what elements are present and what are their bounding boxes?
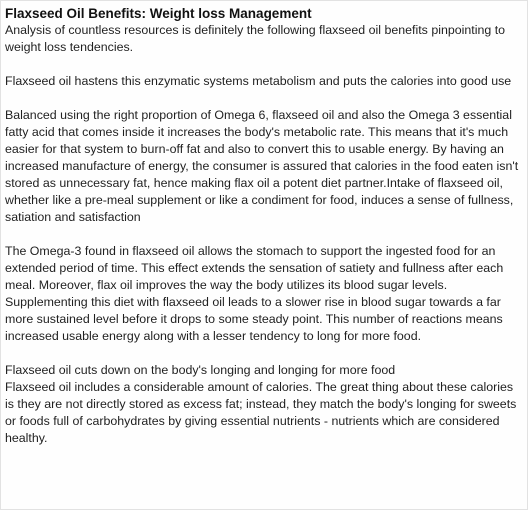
paragraph-gap	[5, 345, 521, 362]
cravings-heading: Flaxseed oil cuts down on the body's longing and longing for more food	[5, 363, 396, 377]
paragraph-gap	[5, 56, 521, 73]
metabolism-paragraph: Flaxseed oil hastens this enzymatic systems metabolism and puts the calories into good use	[5, 74, 512, 88]
intro-paragraph: Analysis of countless resources is definitely the following flaxseed oil benefits pinpointing to weight loss tendencies.	[5, 23, 506, 54]
satiety-paragraph: The Omega-3 found in flaxseed oil allows the stomach to support the ingested food for an extended period of time. This effect extends the sensation of satiety and fullness after each meal. Moreover, flax oil improves the way the body utilizes its blood sugar levels. Supplementing this diet with flaxseed oil leads to a slower rise in blood sugar towards a far more sustained level before it drops to some steady point. This number of reactions means increased usable energy along with a lesser tendency to long for more food.	[5, 244, 504, 343]
paragraph-gap	[5, 226, 521, 243]
paragraph-gap	[5, 90, 521, 107]
omega-balance-paragraph: Balanced using the right proportion of Omega 6, flaxseed oil and also the Omega 3 essential fatty acid that comes inside it increases the body's metabolic rate. This means that it's much easier for that system to burn-off fat and also to convert this to usable energy. By having an increased manufacture of energy, the consumer is assured that calories in the food eaten isn't stored as unnecessary fat, hence making flax oil a potent diet partner.Intake of flaxseed oil, whether like a pre-meal supplement or like a condiment for food, induces a sense of fullness, satiation and satisfaction	[5, 108, 519, 224]
calories-paragraph: Flaxseed oil includes a considerable amount of calories. The great thing about these calories is they are not directly stored as excess fat; instead, they match the body's longing for sweets or foods full of carbohydrates by giving essential nutrients - nutrients which are considered healthy.	[5, 380, 517, 445]
article-title: Flaxseed Oil Benefits: Weight loss Management	[5, 6, 312, 21]
